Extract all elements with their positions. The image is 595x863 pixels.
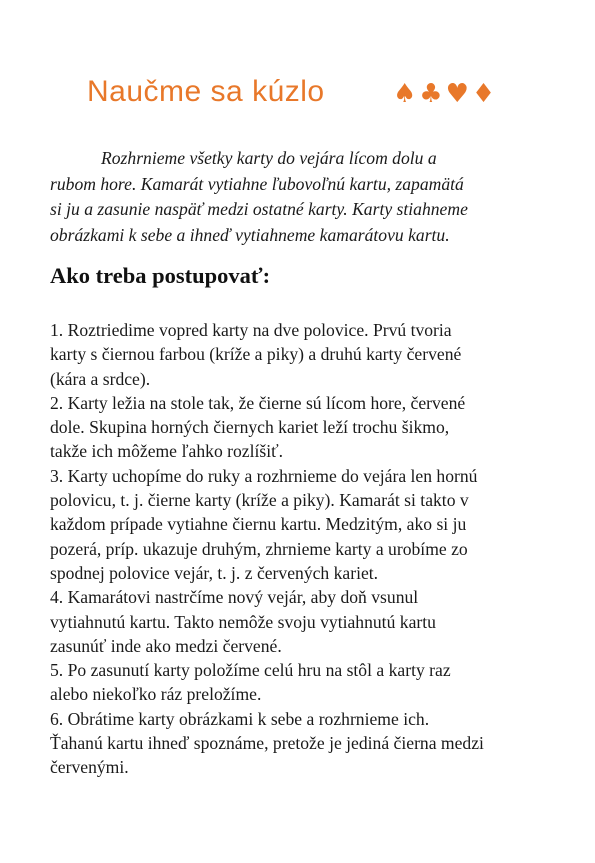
step-line: vytiahnutú kartu. Takto nemôže svoju vytiahnutú kartu (50, 611, 436, 632)
intro-line: Rozhrnieme všetky karty do vejára lícom dolu a (101, 148, 437, 168)
card-suits-icon: ♠♣♥♦ (393, 79, 499, 109)
step-line: červenými. (50, 757, 129, 778)
intro-paragraph (50, 146, 550, 248)
step-line: 2. Karty ležia na stole tak, že čierne sú lícom hore, červené (50, 392, 466, 413)
intro-line: rubom hore. Kamarát vytiahne ľubovoľnú kartu, zapamätá (50, 173, 464, 194)
step-line: Ťahanú kartu ihneď spoznáme, pretože je jediná čierna medzi (50, 733, 484, 754)
intro-line: si ju a zasunie naspäť medzi ostatné karty. Karty stiahneme (50, 199, 468, 219)
step-line: takže ich môžeme ľahko rozlíšiť. (50, 441, 284, 462)
title-row (87, 72, 517, 112)
step-line: pozerá, príp. ukazuje druhým, zhrnieme karty a urobíme zo (50, 538, 468, 559)
step-line: 6. Obrátime karty obrázkami k sebe a rozhrnieme ich. (50, 708, 430, 729)
intro-line: obrázkami k sebe a ihneď vytiahneme kamarátovu kartu. (50, 224, 450, 245)
step-line: dole. Skupina horných čiernych kariet leží trochu šikmo, (50, 417, 450, 438)
section-heading: Ako treba postupovať: (50, 263, 271, 288)
step-line: 5. Po zasunutí karty položíme celú hru na stôl a karty raz (50, 660, 451, 681)
step-line: 3. Karty uchopíme do ruky a rozhrnieme do vejára len hornú (50, 465, 478, 486)
step-line: 1. Roztriedime vopred karty na dve polovice. Prvú tvoria (50, 320, 452, 340)
step-line: zasunúť inde ako medzi červené. (50, 635, 282, 656)
step-line: polovicu, t. j. čierne karty (kríže a piky). Kamarát si takto v (50, 490, 469, 511)
steps-list (50, 318, 560, 780)
step-line: karty s čiernou farbou (kríže a piky) a druhú karty červené (50, 344, 462, 365)
step-line: alebo niekoľko ráz preložíme. (50, 684, 262, 705)
page-title: Naučme sa kúzlo (87, 75, 325, 108)
step-line: spodnej polovice vejár, t. j. z červených kariet. (50, 562, 379, 583)
step-line: každom prípade vytiahne čiernu kartu. Medzitým, ako si ju (50, 514, 467, 535)
step-line: 4. Kamarátovi nastrčíme nový vejár, aby doň vsunul (50, 587, 419, 608)
step-line: (kára a srdce). (50, 368, 151, 389)
